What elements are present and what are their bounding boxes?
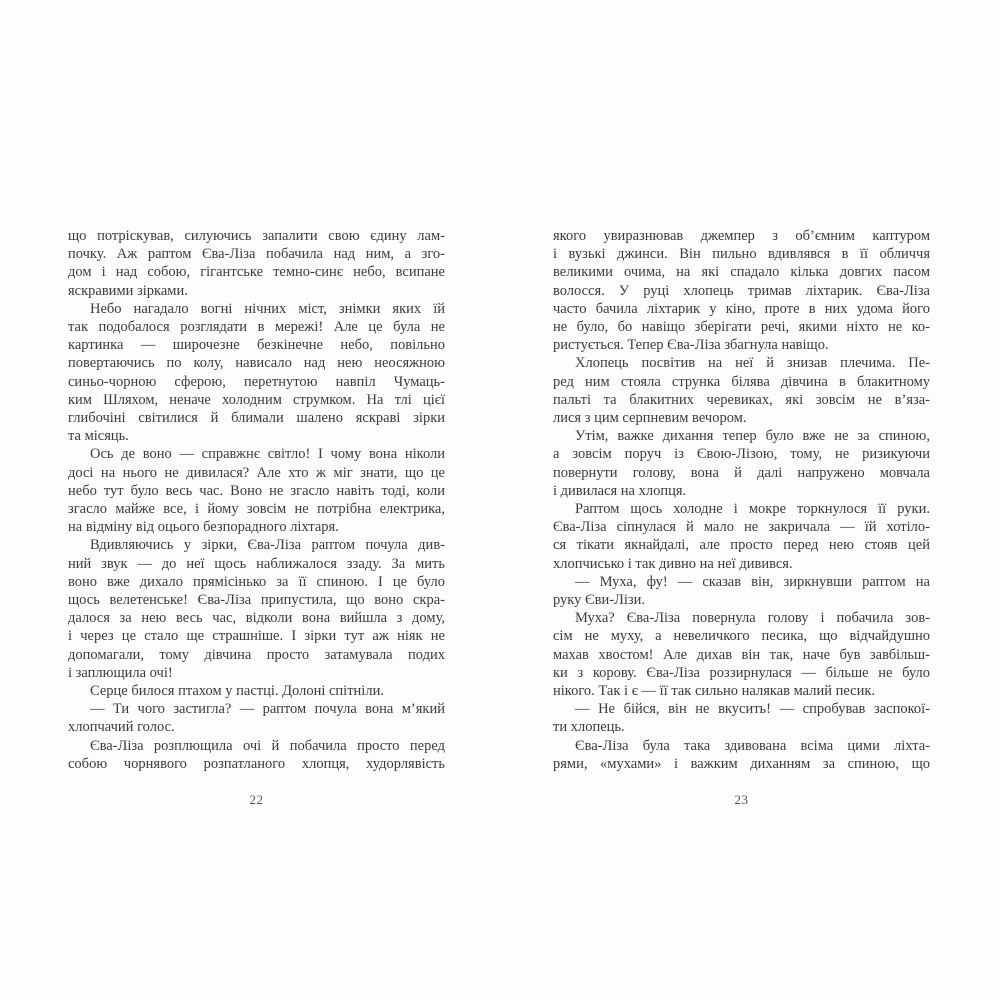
text-line: і заплющила очі!: [68, 664, 173, 681]
text-line: не було, бо навіщо зберігати речі, якими ніхто не ко-: [553, 319, 930, 336]
text-line: а зовсім поруч із Євою-Лізою, тому, не ризикуючи: [553, 446, 930, 463]
paragraph: [553, 427, 930, 500]
text-line: почку. Аж раптом Єва-Ліза побачила над ним, а зго-: [68, 246, 445, 263]
text-line: — Ти чого застигла? — раптом почула вона м’який: [90, 701, 445, 718]
text-line: згасло майже все, і йому зовсім не потрібна електрика,: [68, 501, 445, 518]
text-line: допомагали, тому дівчина просто затамувала подих: [68, 646, 445, 663]
text-line: досі на нього не дивилася? Але хто ж міг знати, що це: [68, 464, 445, 481]
text-line: і через це стало ще страшніше. І зірки тут аж ніяк не: [68, 628, 445, 645]
text-line: пальті та блакитних черевиках, які зовсім не в’яза-: [553, 391, 930, 408]
text-line: Єва-Ліза сіпнулася й мало не закричала — їй хотіло-: [553, 519, 930, 536]
text-line: Вдивляючись у зірки, Єва-Ліза раптом почула див-: [90, 537, 445, 554]
paragraph: [553, 227, 930, 354]
text-line: Хлопець посвітив на неї й знизав плечима. Пе-: [575, 355, 930, 372]
text-line: що потріскував, силуючись запалити свою єдину лам-: [68, 228, 445, 244]
text-line: небо тут було весь час. Воно не згасло навіть тоді, коли: [68, 482, 445, 499]
text-line: Небо нагадало вогні нічних міст, знімки яких їй: [90, 300, 445, 317]
text-line: Ось де воно — справжнє світло! І чому вона ніколи: [90, 446, 445, 463]
text-line: ред ним стояла струнка білява дівчина в блакитному: [553, 373, 930, 390]
text-line: — Муха, фу! — сказав він, зиркнувши раптом на: [575, 573, 930, 590]
text-line: собою чорнявого розпатланого хлопця, худорлявість: [68, 755, 445, 772]
text-line: хлопчачий голос.: [68, 719, 175, 736]
text-line: Утім, важке дихання тепер було вже не за спиною,: [575, 428, 930, 445]
text-line: і вузькі джинси. Він пильно вдивлявся в її обличчя: [553, 246, 930, 263]
page-right-text: [553, 227, 930, 773]
text-line: — Не бійся, він не вкусить! — спробував заспокої-: [575, 701, 930, 718]
text-line: воно вже дихало прямісінько за її спиною. І це було: [68, 573, 445, 590]
text-line: великими очима, на які спадало кілька довгих пасом: [553, 264, 930, 281]
paragraph: [553, 737, 930, 773]
text-line: Єва-Ліза була така здивована всіма цими ліхта-: [575, 737, 930, 754]
text-line: Раптом щось холодне і мокре торкнулося її руки.: [575, 501, 930, 518]
text-line: далося за нею весь час, відколи вона вийшла з дому,: [68, 610, 445, 627]
text-line: рями, «мухами» і важким диханням за спиною, що: [553, 755, 930, 772]
paragraph: [68, 536, 445, 682]
text-line: хлопчисько і так дивно на неї дивився.: [553, 555, 793, 572]
paragraph: [68, 737, 445, 773]
paragraph: [68, 227, 445, 300]
text-line: Серце билося птахом у пастці. Долоні спітніли.: [90, 683, 384, 700]
page-left: [68, 0, 445, 1000]
text-line: ки з корову. Єва-Ліза роззирнулася — більше не було: [553, 664, 930, 681]
text-line: сім не муху, а невеличкого песика, що відчайдушно: [553, 628, 930, 645]
paragraph: [68, 300, 445, 446]
page-left-number: 22: [249, 792, 264, 807]
text-line: повернути голову, вона й далі напружено мовчала: [553, 464, 930, 481]
text-line: глибочіні світилися й блимали шалено яскраві зірки: [68, 410, 445, 427]
text-line: так подобалося розглядати в мережі! Але це була не: [68, 319, 445, 336]
paragraph: [553, 354, 930, 427]
text-line: синьо-чорною сферою, перетнутою навпіл Чумаць-: [68, 373, 445, 390]
text-line: волосся. У руці хлопець тримав ліхтарик. Єва-Ліза: [553, 282, 930, 299]
page-right: [553, 0, 930, 1000]
text-line: часто бачила ліхтарик у кіно, проте в них удома його: [553, 300, 930, 317]
text-line: ся тікати якнайдалі, але просто перед нею стояв цей: [553, 537, 930, 554]
paragraph: [553, 573, 930, 609]
paragraph: [68, 445, 445, 536]
text-line: Муха? Єва-Ліза повернула голову і побачила зов-: [575, 610, 930, 627]
text-line: та місяць.: [68, 428, 129, 445]
text-line: і дивилася на хлопця.: [553, 482, 687, 499]
text-line: ний звук — до неї щось наближалося ззаду. За мить: [68, 555, 445, 572]
paragraph: [68, 700, 445, 736]
text-line: махав хвостом! Але дихав він так, наче був завбільш-: [553, 646, 930, 663]
paragraph: [68, 682, 445, 700]
text-line: повертаючись по колу, нависало над нею неосяжною: [68, 355, 445, 372]
paragraph: [553, 500, 930, 573]
text-line: дом і над собою, гігантське темно-синє небо, всипане: [68, 264, 445, 281]
text-line: щось велетенське! Єва-Ліза припустила, що воно скра-: [68, 592, 445, 609]
text-line: Єва-Ліза розплющила очі й побачила просто перед: [90, 737, 445, 754]
text-line: ти хлопець.: [553, 719, 625, 736]
text-line: картинка — широчезне безкінечне небо, повільно: [68, 337, 445, 354]
page-right-number: 23: [734, 792, 749, 807]
paragraph: [553, 609, 930, 700]
text-line: на відміну від оцього безпорадного ліхтаря.: [68, 519, 339, 536]
text-line: руку Єви-Лізи.: [553, 592, 646, 609]
text-line: яскравими зірками.: [68, 282, 188, 299]
paragraph: [553, 700, 930, 736]
page-left-text: [68, 227, 445, 773]
text-line: нікого. Так і є — її так сильно налякав малий песик.: [553, 683, 876, 700]
text-line: лися з цим серпневим вечором.: [553, 410, 747, 427]
text-line: ристується. Тепер Єва-Ліза збагнула навіщо.: [553, 337, 829, 354]
text-line: якого увиразнював джемпер з об’ємним каптуром: [553, 228, 930, 244]
text-line: ким Шляхом, неначе холодним струмком. На тлі цієї: [68, 391, 445, 408]
